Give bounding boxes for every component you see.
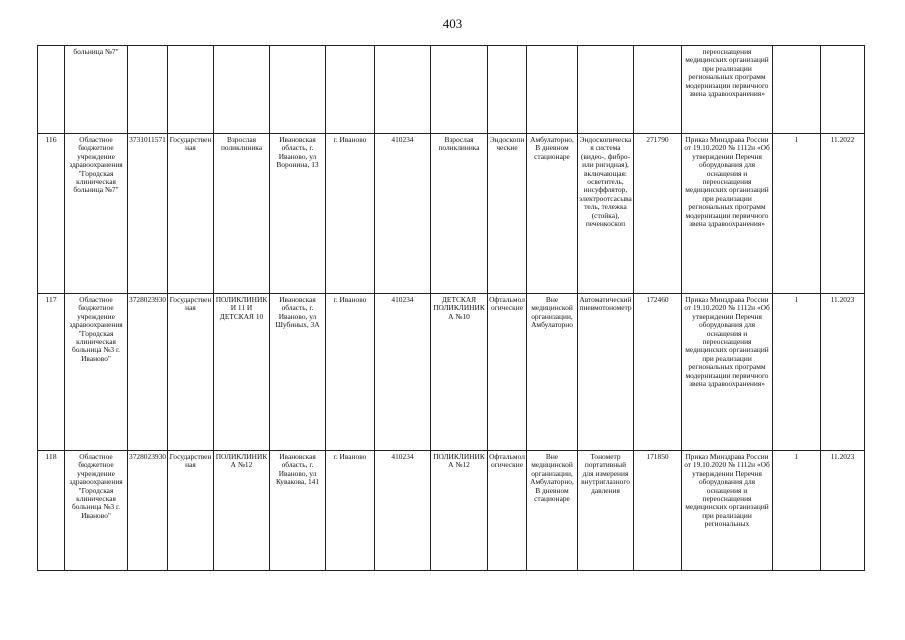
cell-no: 118 — [38, 451, 65, 571]
cell-zip: 410234 — [375, 451, 431, 571]
cell-equipment: Эндоскопическая система (видео-, фибро- или ригидная), включающая: осветитель, инсуффлятор, электроотсасыватель, тележка (стойка), печенкоскоп — [578, 134, 634, 294]
cell-doc: Приказ Минздрава России от 19.10.2020 № 1112н «Об утверждении Перечня оборудования для оснащения и переоснащения медицинских организаций при реализации региональных — [682, 451, 773, 571]
cell-zip — [375, 46, 431, 134]
table-row-continuation — [38, 46, 865, 134]
cell-city: г. Иваново — [326, 294, 375, 451]
cell-org: Областное бюджетное учреждение здравоохранения "Городская клиническая больница №3 г. Иваново" — [65, 294, 128, 451]
cell-profile: Эндоскопические — [488, 134, 527, 294]
cell-conditions: Вне медицинской организации, Амбулаторно — [527, 294, 578, 451]
cell-zip: 410234 — [375, 134, 431, 294]
cell-no: 116 — [38, 134, 65, 294]
cell-unit: ПОЛИКЛИНИКИ 11 И ДЕТСКАЯ 10 — [214, 294, 270, 451]
table-row — [38, 294, 865, 451]
cell-equipment — [578, 46, 634, 134]
cell-form: Государственная — [168, 294, 214, 451]
cell-price: 171850 — [634, 451, 682, 571]
cell-city: г. Иваново — [326, 134, 375, 294]
cell-conditions: Амбулаторно, В дневном стационаре — [527, 134, 578, 294]
cell-inn: 3728023930 — [128, 294, 168, 451]
cell-form: Государственная — [168, 451, 214, 571]
cell-date: 11.2023 — [821, 294, 865, 451]
cell-zip: 410234 — [375, 294, 431, 451]
cell-city: г. Иваново — [326, 451, 375, 571]
cell-price — [634, 46, 682, 134]
table-row — [38, 134, 865, 294]
cell-department: ПОЛИКЛИНИКА №12 — [431, 451, 488, 571]
cell-date — [821, 46, 865, 134]
cell-department: ДЕТСКАЯ ПОЛИКЛИНИКА №10 — [431, 294, 488, 451]
cell-date: 11.2022 — [821, 134, 865, 294]
cell-doc: Приказ Минздрава России от 19.10.2020 № 1112н «Об утверждении Перечня оборудования для оснащения и переоснащения медицинских организаций при реализации региональных программ модернизации первичного звена здравоохранения» — [682, 294, 773, 451]
cell-conditions — [527, 46, 578, 134]
cell-inn: 3728023930 — [128, 451, 168, 571]
cell-department — [431, 46, 488, 134]
page-number: 403 — [442, 16, 463, 31]
cell-form: Государственная — [168, 134, 214, 294]
cell-address: Ивановская область, г. Иваново, ул Шубиных, 3А — [270, 294, 326, 451]
cell-doc: переоснащения медицинских организаций при реализации региональных программ модернизации первичного звена здравоохранения» — [682, 46, 773, 134]
cell-no — [38, 46, 65, 134]
cell-qty: 1 — [773, 451, 821, 571]
cell-no: 117 — [38, 294, 65, 451]
cell-org: Областное бюджетное учреждение здравоохранения "Городская клиническая больница №7" — [65, 134, 128, 294]
cell-org: Областное бюджетное учреждение здравоохранения "Городская клиническая больница №3 г. Иваново" — [65, 451, 128, 571]
cell-doc: Приказ Минздрава России от 19.10.2020 № 1112н «Об утверждении Перечня оборудования для оснащения и переоснащения медицинских организаций при реализации региональных программ модернизации первичного звена здравоохранения» — [682, 134, 773, 294]
cell-price: 271790 — [634, 134, 682, 294]
cell-form — [168, 46, 214, 134]
cell-address: Ивановская область, г. Иваново, ул Воронина, 13 — [270, 134, 326, 294]
cell-price: 172460 — [634, 294, 682, 451]
cell-qty: 1 — [773, 294, 821, 451]
cell-city — [326, 46, 375, 134]
cell-unit: ПОЛИКЛИНИКА №12 — [214, 451, 270, 571]
cell-inn — [128, 46, 168, 134]
cell-equipment: Автоматический пневмотонометр — [578, 294, 634, 451]
cell-profile — [488, 46, 527, 134]
cell-address: Ивановская область, г. Иваново, ул Кувакова, 141 — [270, 451, 326, 571]
cell-org: больница №7" — [65, 46, 128, 134]
cell-inn: 3731011571 — [128, 134, 168, 294]
cell-address — [270, 46, 326, 134]
cell-unit: Взрослая поликлиника — [214, 134, 270, 294]
cell-qty: 1 — [773, 134, 821, 294]
equipment-register-table — [37, 45, 865, 571]
cell-date: 11.2023 — [821, 451, 865, 571]
cell-department: Взрослая поликлиника — [431, 134, 488, 294]
cell-unit — [214, 46, 270, 134]
table-row — [38, 451, 865, 571]
cell-qty — [773, 46, 821, 134]
cell-conditions: Вне медицинской организации, Амбулаторно, В дневном стационаре — [527, 451, 578, 571]
cell-equipment: Тонометр портативный для измерения внутриглазного давления — [578, 451, 634, 571]
cell-profile: Офтальмологические — [488, 451, 527, 571]
cell-profile: Офтальмологические — [488, 294, 527, 451]
